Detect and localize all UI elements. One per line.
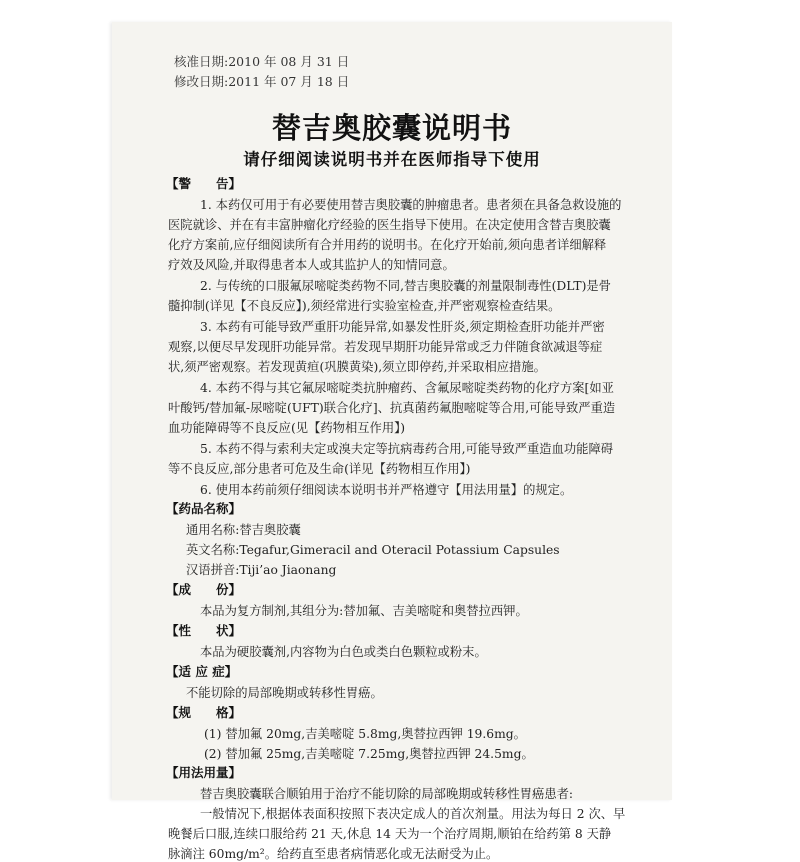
- specification-line: (2) 替加氟 25mg,吉美嘧啶 7.25mg,奥替拉西钾 24.5mg。: [204, 747, 534, 761]
- warning-heading: 【警 告】: [166, 176, 242, 191]
- warning-line: 髓抑制(详见【不良反应】),须经常进行实验室检查,并严密观察检查结果。: [168, 299, 561, 313]
- indications-text: 不能切除的局部晚期或转移性胃癌。: [186, 686, 383, 700]
- document-title: 替吉奥胶囊说明书: [271, 111, 512, 145]
- warning-line: 化疗方案前,应仔细阅读所有合并用药的说明书。在化疗开始前,须向患者详细解释: [168, 238, 607, 252]
- dosage-line: 一般情况下,根据体表面积按照下表决定成人的首次剂量。用法为每日 2 次、早: [200, 807, 626, 821]
- warning-line: 1. 本药仅可用于有必要使用替吉奥胶囊的肿瘤患者。患者须在具备急救设施的: [200, 198, 622, 212]
- description-text: 本品为硬胶囊剂,内容物为白色或类白色颗粒或粉末。: [200, 645, 487, 659]
- warning-line: 状,须严密观察。若发现黄疸(巩膜黄染),须立即停药,并采取相应措施。: [168, 360, 546, 374]
- warning-line: 等不良反应,部分患者可危及生命(详见【药物相互作用】): [168, 462, 471, 476]
- generic-name: 通用名称:替吉奥胶囊: [186, 523, 301, 537]
- warning-line: 5. 本药不得与索利夫定或溴夫定等抗病毒药合用,可能导致严重造血功能障碍: [200, 442, 614, 456]
- warning-line: 医院就诊、并在有丰富肿瘤化疗经验的医生指导下使用。在决定使用含替吉奥胶囊: [168, 218, 611, 232]
- warning-line: 3. 本药有可能导致严重肝功能异常,如暴发性肝炎,须定期检查肝功能并严密: [200, 320, 605, 334]
- dosage-line: 晚餐后口服,连续口服给药 21 天,休息 14 天为一个治疗周期,顺铂在给药第 8 天静: [168, 827, 612, 841]
- dosage-line: 脉滴注 60mg/m²。给药直至患者病情恶化或无法耐受为止。: [168, 847, 499, 861]
- warning-line: 6. 使用本药前须仔细阅读本说明书并严格遵守【用法用量】的规定。: [200, 483, 573, 497]
- composition-text: 本品为复方制剂,其组分为:替加氟、吉美嘧啶和奥替拉西钾。: [200, 604, 528, 618]
- dosage-heading: 【用法用量】: [166, 765, 242, 780]
- warning-line: 叶酸钙/替加氟-尿嘧啶(UFT)联合化疗]、抗真菌药氟胞嘧啶等合用,可能导致严重造: [168, 401, 616, 415]
- warning-line: 血功能障碍等不良反应(见【药物相互作用】): [168, 421, 406, 435]
- warning-line: 2. 与传统的口服氟尿嘧啶类药物不同,替吉奥胶囊的剂量限制毒性(DLT)是骨: [200, 279, 611, 293]
- document-subtitle: 请仔细阅读说明书并在医师指导下使用: [243, 150, 541, 169]
- warning-line: 疗效及风险,并取得患者本人或其监护人的知情同意。: [168, 258, 455, 272]
- revision-date: 修改日期:2011 年 07 月 18 日: [174, 74, 350, 89]
- specification-heading: 【规 格】: [166, 705, 242, 720]
- indications-heading: 【适 应 症】: [166, 664, 238, 679]
- approval-date: 核准日期:2010 年 08 月 31 日: [174, 54, 350, 69]
- warning-line: 观察,以便尽早发现肝功能异常。若发现早期肝功能异常或乏力伴随食欲减退等症: [168, 340, 603, 354]
- composition-heading: 【成 份】: [166, 582, 242, 597]
- english-name: 英文名称:Tegafur,Gimeracil and Oteracil Potassium Capsules: [186, 543, 560, 557]
- specification-line: (1) 替加氟 20mg,吉美嘧啶 5.8mg,奥替拉西钾 19.6mg。: [204, 727, 526, 741]
- drug-name-heading: 【药品名称】: [166, 501, 242, 516]
- pinyin-name: 汉语拼音:Tiji’ao Jiaonang: [186, 563, 337, 577]
- warning-line: 4. 本药不得与其它氟尿嘧啶类抗肿瘤药、含氟尿嘧啶类药物的化疗方案[如亚: [200, 381, 614, 395]
- dosage-line: 替吉奥胶囊联合顺铂用于治疗不能切除的局部晚期或转移性胃癌患者:: [200, 787, 574, 801]
- description-heading: 【性 状】: [166, 623, 242, 638]
